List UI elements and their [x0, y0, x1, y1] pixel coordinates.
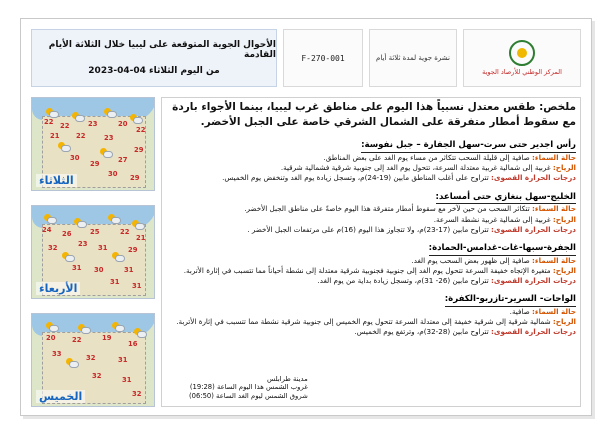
- map-day-1: [31, 97, 155, 191]
- partly-cloudy-icon: [134, 328, 145, 336]
- temperature-label: 31: [110, 278, 120, 286]
- temperature-label: 25: [90, 228, 100, 236]
- summary: ملخص: طقس معتدل نسبياً هذا اليوم على مناطق غرب ليبيا، بينما الأجواء باردة مع سقوط أمطار متفرقة على الشمال الشرقي خاصة على الجبل الأخضر.: [172, 101, 576, 129]
- wind-line: الرياح: غربية إلى شمالية غربية معتدلة السرعة، تتحول يوم الغد إلى جنوبية شرقية فشمالية شرقية.: [280, 163, 576, 173]
- temperature-label: 32: [92, 372, 102, 380]
- partly-cloudy-icon: [112, 252, 123, 260]
- wind-line: الرياح: شمالية شرقية إلى شرقية خفيفة إلى معتدلة السرعة تتحول يوم الخميس إلى جنوبية شرقية نشطة مما تتسبب في إثارة الأتربة.: [176, 317, 576, 326]
- temperature-label: 20: [46, 334, 56, 342]
- region-title: رأس اجدير حتى سرت-سهل الجفارة – جبل نفوسة:: [361, 140, 576, 153]
- temperature-label: 30: [70, 154, 80, 162]
- map-day-3: [31, 313, 155, 407]
- partly-cloudy-icon: [66, 358, 77, 366]
- temperature-label: 27: [118, 156, 128, 164]
- temperature-label: 22: [72, 336, 82, 344]
- center-logo-box: [463, 29, 581, 87]
- sky-line: حالة السماء: تتكاثر السحب من حين لآخر مع سقوط أمطار متفرقة هذا اليوم خاصةً على مناطق الجبل الأخضر.: [244, 204, 576, 214]
- title-line-1: الأحوال الجوية المتوقعة على ليبيا خلال الثلاثة الأيام القادمة: [48, 40, 276, 60]
- bulletin-type-box: [369, 29, 457, 87]
- region-block: [166, 132, 576, 183]
- temperature-label: 31: [132, 282, 142, 290]
- form-code-box: [283, 29, 363, 87]
- temperature-label: 22: [120, 228, 130, 236]
- temperature-label: 20: [118, 120, 128, 128]
- map-day-label: الأربعاء: [36, 282, 80, 295]
- sun-times: [189, 375, 308, 401]
- partly-cloudy-icon: [78, 324, 89, 332]
- forecast-maps: [31, 97, 155, 407]
- region-block: [166, 286, 576, 337]
- wind-line: الرياح: غربية إلى شمالية غربية نشطة السرعة.: [433, 214, 576, 224]
- partly-cloudy-icon: [132, 220, 143, 228]
- partly-cloudy-icon: [130, 114, 141, 122]
- temp-line: درجات الحرارة القصوى: تتراوح مابين (17-23)م، ولا تتجاوز هذا اليوم (16)م على مرتفعات الجبل الأخضر .: [247, 224, 576, 234]
- temperature-label: 32: [86, 354, 96, 362]
- temperature-label: 31: [98, 244, 108, 252]
- temperature-label: 24: [42, 226, 52, 234]
- city-name: مدينة طرابلس: [266, 374, 308, 383]
- region-title: الجفرة-سبها-غات-غدامس-الحمادة:: [429, 243, 576, 256]
- temperature-label: 21: [50, 132, 60, 140]
- wind-line: الرياح: متغيرة الإتجاه خفيفة السرعة تتحول يوم الغد إلى جنوبية فجنوبية شرقية معتدلة إلى نشطة أحياناً مما تتسبب في إثارة الأتربة.: [183, 265, 576, 275]
- temperature-label: 29: [90, 160, 100, 168]
- partly-cloudy-icon: [74, 218, 85, 226]
- temperature-label: 32: [132, 390, 142, 398]
- temperature-label: 33: [52, 350, 62, 358]
- map-day-2: [31, 205, 155, 299]
- title-line-2: من اليوم الثلاثاء 04-04-2023: [88, 66, 220, 76]
- bulletin-sheet: [20, 18, 592, 416]
- temp-line: درجات الحرارة القصوى: تتراوح مابين (28-32)م، وترتفع يوم الخميس.: [354, 327, 576, 337]
- region-title: الخليج-سهل بنغازي حتى أمساعد:: [436, 192, 576, 205]
- temperature-label: 23: [104, 134, 114, 142]
- temperature-label: 31: [124, 266, 134, 274]
- region-block: [166, 235, 576, 286]
- region-block: [166, 184, 576, 235]
- partly-cloudy-icon: [100, 148, 111, 156]
- header: [31, 29, 581, 87]
- form-code: F-270-001: [301, 53, 345, 63]
- partly-cloudy-icon: [44, 214, 55, 222]
- sky-line: حالة السماء: صافية.: [509, 306, 576, 316]
- map-day-label: الخميس: [36, 390, 85, 403]
- temperature-label: 22: [136, 126, 146, 134]
- sunset-time: غروب الشمس هذا اليوم الساعة (19:28): [189, 383, 308, 392]
- temperature-label: 30: [94, 266, 104, 274]
- partly-cloudy-icon: [72, 112, 83, 120]
- partly-cloudy-icon: [108, 214, 119, 222]
- temperature-label: 21: [136, 234, 146, 242]
- meteorology-logo-icon: [509, 40, 535, 66]
- partly-cloudy-icon: [112, 322, 123, 330]
- bulletin-type: نشرة جوية لمدة ثلاثة أيام: [376, 54, 450, 62]
- sunrise-time: شروق الشمس ليوم الغد الساعة (06:50): [189, 392, 308, 401]
- region-title: الواحات- السرير-تازربو-الكفرة:: [445, 294, 576, 307]
- partly-cloudy-icon: [104, 108, 115, 116]
- temperature-label: 29: [134, 146, 144, 154]
- temperature-label: 30: [108, 170, 118, 178]
- partly-cloudy-icon: [46, 322, 57, 330]
- temperature-label: 16: [128, 340, 138, 348]
- sky-line: حالة السماء: صافية إلى قليلة السحب تتكاثر من مساء يوم الغد على بعض المناطق.: [323, 153, 576, 163]
- temperature-label: 32: [48, 244, 58, 252]
- temperature-label: 31: [72, 264, 82, 272]
- temperature-label: 22: [60, 122, 70, 130]
- partly-cloudy-icon: [58, 142, 69, 150]
- temperature-label: 23: [88, 120, 98, 128]
- temperature-label: 19: [102, 334, 112, 342]
- temperature-label: 29: [130, 174, 140, 182]
- sky-line: حالة السماء: صافية إلى ظهور بعض السحب يوم الغد.: [411, 255, 576, 265]
- temperature-label: 31: [118, 356, 128, 364]
- map-day-label: الثلاثاء: [36, 174, 77, 187]
- forecast-content: [161, 97, 581, 407]
- partly-cloudy-icon: [46, 108, 57, 116]
- temperature-label: 26: [62, 230, 72, 238]
- temp-line: درجات الحرارة القصوى: تتراوح على أغلب المناطق مابين (19-24)م، وتسجل زيادة يوم الغد وتنخفض يوم الخميس.: [222, 173, 576, 183]
- temp-line: درجات الحرارة القصوى: تتراوح مابين (26- 31)م، وتسجل زيادة بداية من يوم الغد.: [317, 275, 576, 285]
- partly-cloudy-icon: [62, 252, 73, 260]
- temperature-label: 23: [78, 240, 88, 248]
- temperature-label: 29: [128, 246, 138, 254]
- temperature-label: 22: [44, 118, 54, 126]
- center-name: المركز الوطني للأرصاد الجوية: [482, 67, 562, 76]
- title-box: [31, 29, 277, 87]
- temperature-label: 22: [76, 132, 86, 140]
- temperature-label: 31: [122, 376, 132, 384]
